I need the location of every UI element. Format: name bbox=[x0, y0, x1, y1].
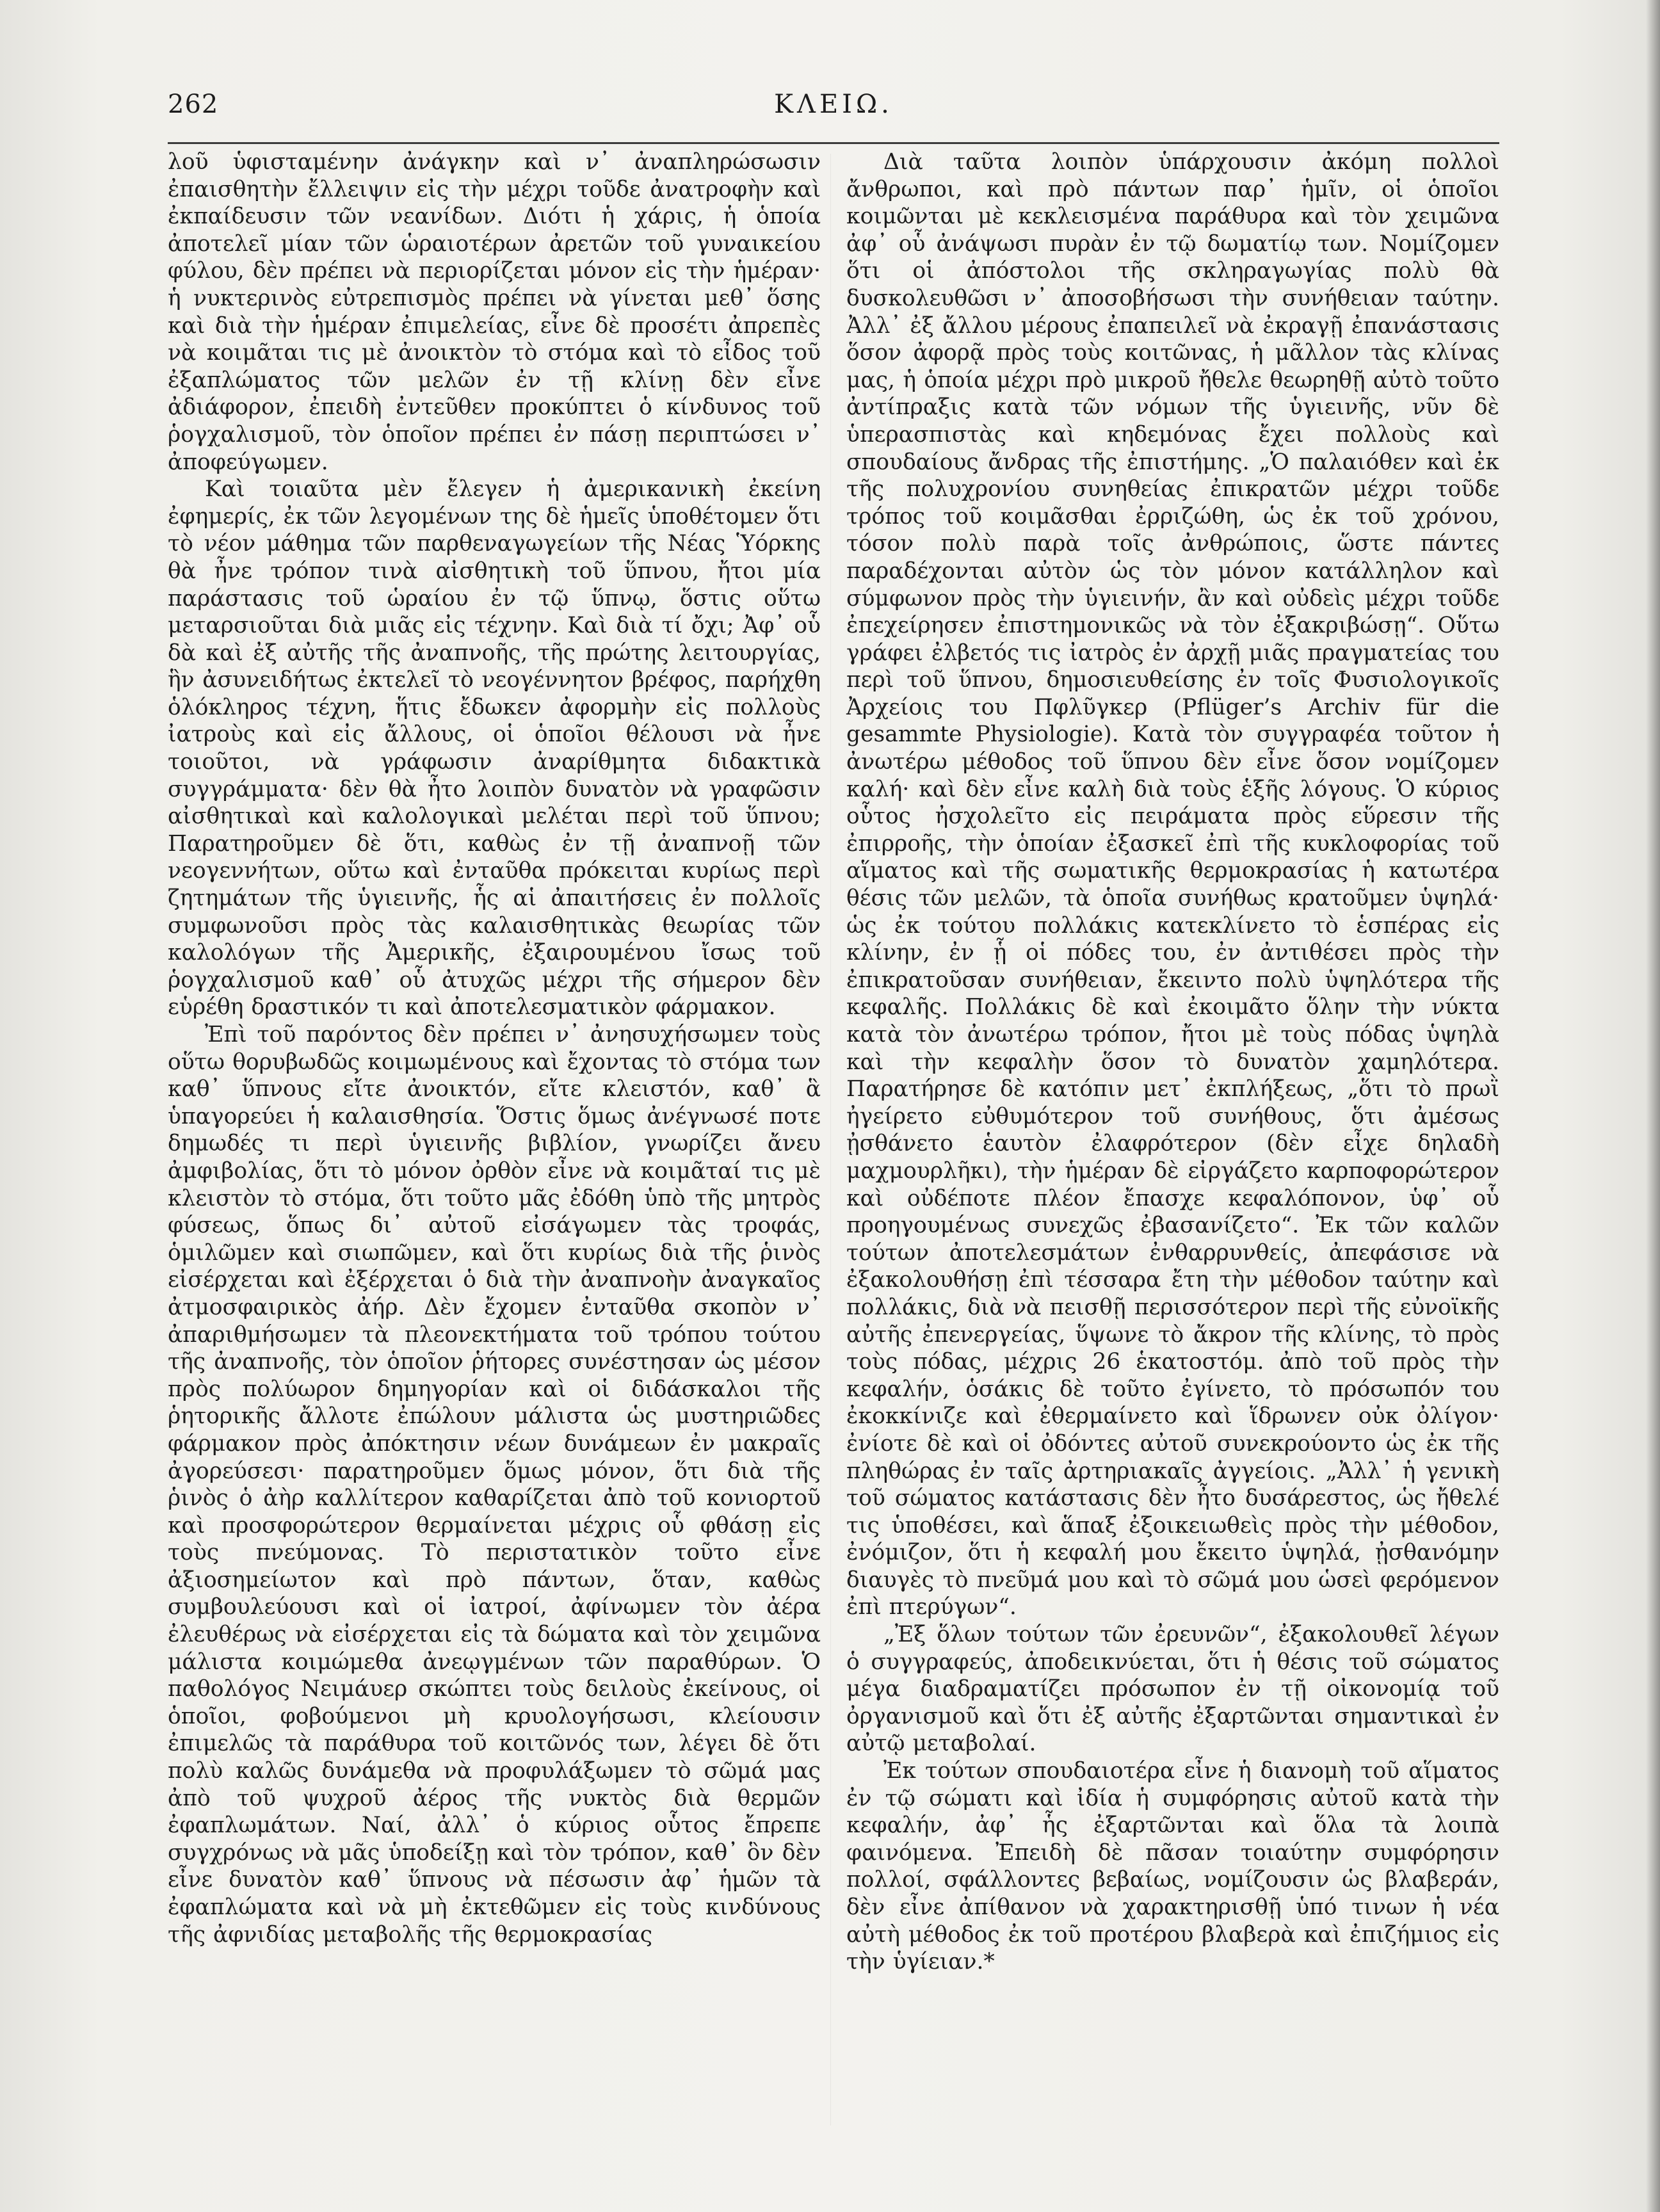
left-paragraph-2: Καὶ τοιαῦτα μὲν ἔλεγεν ἡ ἀμερικανικὴ ἐκείνη ἐφημερίς, ἐκ τῶν λεγομένων της δὲ ἡμεῖς ὑποθέτομεν ὅτι τὸ νέον μάθημα τῶν παρθεναγωγείων τῆς Νέας Ὑόρκης θὰ ἦνε τρόπον τινὰ αἰσθητικὴ τοῦ ὕπνου, ἤτοι μία παράστασις τοῦ ὡραίου ἐν τῷ ὕπνῳ, ὅστις οὕτω μεταρσιοῦται διὰ μιᾶς εἰς τέχνην. Καὶ διὰ τί ὄχι; Ἀφ᾽ οὗ δὰ καὶ ἐξ αὐτῆς τῆς ἀναπνοῆς, τῆς πρώτης λειτουργίας, ἣν ἀσυνειδήτως ἐκτελεῖ τὸ νεογέννητον βρέφος, παρήχθη ὁλόκληρος τέχνη, ἥτις ἔδωκεν ἀφορμὴν εἰς πολλοὺς ἰατροὺς καὶ εἰς ἄλλους, οἱ ὁποῖοι θέλουσι νὰ ἦνε τοιοῦτοι, νὰ γράφωσιν ἀναρίθμητα διδακτικὰ συγγράμματα· δὲν θὰ ἦτο λοιπὸν δυνατὸν νὰ γραφῶσιν αἰσθητικαὶ καὶ καλολογικαὶ μελέται περὶ τοῦ ὕπνου; Παρατηροῦμεν δὲ ὅτι, καθὼς ἐν τῇ ἀναπνοῇ τῶν νεογεννήτων, οὕτω καὶ ἐνταῦθα πρόκειται κυρίως περὶ ζητημάτων τῆς ὑγιεινῆς, ἧς αἱ ἀπαιτήσεις ἐν πολλοῖς συμφωνοῦσι πρὸς τὰς καλαισθητικὰς θεωρίας τῶν καλολόγων τῆς Ἀμερικῆς, ἐξαιρουμένου ἴσως τοῦ ῥογχαλισμοῦ καθ᾽ οὗ ἀτυχῶς μέχρι τῆς σήμερον δὲν εὑρέθη δραστικόν τι καὶ ἀποτελεσματικὸν φάρμακον. bbox=[168, 476, 821, 1021]
right-paragraph-2: „Ἐξ ὅλων τούτων τῶν ἐρευνῶν“, ἐξακολουθεῖ λέγων ὁ συγγραφεύς, ἀποδεικνύεται, ὅτι ἡ θέσις τοῦ σώματος μέγα διαδραματίζει πρόσωπον ἐν τῇ οἰκονομίᾳ τοῦ ὀργανισμοῦ καὶ ὅτι ἐξ αὐτῆς ἐξαρτῶνται σημαντικαὶ ἐν αὐτῷ μεταβολαί. bbox=[846, 1622, 1499, 1757]
left-column bbox=[168, 149, 821, 1948]
right-paragraph-3: Ἐκ τούτων σπουδαιοτέρα εἶνε ἡ διανομὴ τοῦ αἵματος ἐν τῷ σώματι καὶ ἰδία ἡ συμφόρησις αὐτοῦ κατὰ τὴν κεφαλήν, ἀφ᾽ ἧς ἐξαρτῶνται καὶ ὅλα τὰ λοιπὰ φαινόμενα. Ἐπειδὴ δὲ πᾶσαν τοιαύτην συμφόρησιν πολλοί, σφάλλοντες βεβαίως, νομίζουσιν ὡς βλαβεράν, δὲν εἶνε ἀπίθανον νὰ χαρακτηρισθῇ ὑπό τινων ἡ νέα αὐτὴ μέθοδος ἐκ τοῦ προτέρου βλαβερὰ καὶ ἐπιζήμιος εἰς τὴν ὑγίειαν.* bbox=[846, 1758, 1499, 1975]
page-edge-shadow bbox=[1646, 0, 1660, 2212]
left-paragraph-1: λοῦ ὑφισταμένην ἀνάγκην καὶ ν᾽ ἀναπληρώσωσιν ἐπαισθητὴν ἔλλειψιν εἰς τὴν μέχρι τοῦδε ἀνατροφὴν καὶ ἐκπαίδευσιν τῶν νεανίδων. Διότι ἡ χάρις, ἡ ὁποία ἀποτελεῖ μίαν τῶν ὡραιοτέρων ἀρετῶν τοῦ γυναικείου φύλου, δὲν πρέπει νὰ περιορίζεται μόνον εἰς τὴν ἡμέραν· ἡ νυκτερινὸς εὐτρεπισμὸς πρέπει νὰ γίνεται μεθ᾽ ὅσης καὶ διὰ τὴν ἡμέραν ἐπιμελείας, εἶνε δὲ προσέτι ἀπρεπὲς νὰ κοιμᾶται τις μὲ ἀνοικτὸν τὸ στόμα καὶ τὸ εἶδος τοῦ ἐξαπλώματος τῶν μελῶν ἐν τῇ κλίνῃ δὲν εἶνε ἀδιάφορον, ἐπειδὴ ἐντεῦθεν προκύπτει ὁ κίνδυνος τοῦ ῥογχαλισμοῦ, τὸν ὁποῖον πρέπει ἐν πάσῃ περιπτώσει ν᾽ ἀποφεύγωμεν. bbox=[168, 149, 821, 475]
running-title: ΚΛΕΙΩ. bbox=[774, 90, 893, 119]
left-paragraph-3: Ἐπὶ τοῦ παρόντος δὲν πρέπει ν᾽ ἀνησυχήσωμεν τοὺς οὕτω θορυβωδῶς κοιμωμένους καὶ ἔχοντας τὸ στόμα των καθ᾽ ὕπνους εἴτε ἀνοικτόν, εἴτε κλειστόν, καθ᾽ ἃ ὑπαγορεύει ἡ καλαισθησία. Ὅστις ὅμως ἀνέγνωσέ ποτε δημωδές τι περὶ ὑγιεινῆς βιβλίον, γνωρίζει ἄνευ ἀμφιβολίας, ὅτι τὸ μόνον ὀρθὸν εἶνε νὰ κοιμᾶταί τις μὲ κλειστὸν τὸ στόμα, ὅτι τοῦτο μᾶς ἐδόθη ὑπὸ τῆς μητρὸς φύσεως, ὅπως δι᾽ αὐτοῦ εἰσάγωμεν τὰς τροφάς, ὁμιλῶμεν καὶ σιωπῶμεν, καὶ ὅτι κυρίως διὰ τῆς ῥινὸς εἰσέρχεται καὶ ἐξέρχεται ὁ διὰ τὴν ἀναπνοὴν ἀναγκαῖος ἀτμοσφαιρικὸς ἀήρ. Δὲν ἔχομεν ἐνταῦθα σκοπὸν ν᾽ ἀπαριθμήσωμεν τὰ πλεονεκτήματα τοῦ τρόπου τούτου τῆς ἀναπνοῆς, τὸν ὁποῖον ῥήτορες συνέστησαν ὡς μέσον πρὸς πολύωρον δημηγορίαν καὶ οἱ διδάσκαλοι τῆς ῥητορικῆς ἄλλοτε ἐπώλουν μάλιστα ὡς μυστηριῶδες φάρμακον πρὸς ἀπόκτησιν νέων δυνάμεων ἐν μακραῖς ἀγορεύσεσι· παρατηροῦμεν ὅμως μόνον, ὅτι διὰ τῆς ῥινὸς ὁ ἀὴρ καλλίτερον καθαρίζεται ἀπὸ τοῦ κονιορτοῦ καὶ προσφορώτερον θερμαίνεται μέχρις οὗ φθάσῃ εἰς τοὺς πνεύμονας. Τὸ περιστατικὸν τοῦτο εἶνε ἀξιοσημείωτον καὶ πρὸ πάντων, ὅταν, καθὼς συμβουλεύουσι καὶ οἱ ἰατροί, ἀφίνωμεν τὸν ἀέρα ἐλευθέρως νὰ εἰσέρχεται εἰς τὰ δώματα καὶ τὸν χειμῶνα μάλιστα κοιμώμεθα ἀνεῳγμένων τῶν παραθύρων. Ὁ παθολόγος Νειμάυερ σκώπτει τοὺς δειλοὺς ἐκείνους, οἱ ὁποῖοι, φοβούμενοι μὴ κρυολογήσωσι, κλείουσιν ἐπιμελῶς τὰ παράθυρα τοῦ κοιτῶνός των, λέγει δὲ ὅτι πολὺ καλῶς δυνάμεθα νὰ προφυλάξωμεν τὸ σῶμά μας ἀπὸ τοῦ ψυχροῦ ἀέρος τῆς νυκτὸς διὰ θερμῶν ἐφαπλωμάτων. Ναί, ἀλλ᾽ ὁ κύριος οὗτος ἔπρεπε συγχρόνως νὰ μᾶς ὑποδείξῃ καὶ τὸν τρόπον, καθ᾽ ὃν δὲν εἶνε δυνατὸν καθ᾽ ὕπνους νὰ πέσωσιν ἀφ᾽ ἡμῶν τὰ ἐφαπλώματα καὶ νὰ μὴ ἐκτεθῶμεν εἰς τοὺς κινδύνους τῆς ἀφνιδίας μεταβολῆς τῆς θερμοκρασίας bbox=[168, 1022, 821, 1948]
page-header bbox=[168, 90, 1499, 141]
right-paragraph-1: Διὰ ταῦτα λοιπὸν ὑπάρχουσιν ἀκόμη πολλοὶ ἄνθρωποι, καὶ πρὸ πάντων παρ᾽ ἡμῖν, οἱ ὁποῖοι κοιμῶνται μὲ κεκλεισμένα παράθυρα καὶ τὸν χειμῶνα ἀφ᾽ οὗ ἀνάψωσι πυρὰν ἐν τῷ δωματίῳ των. Νομίζομεν ὅτι οἱ ἀπόστολοι τῆς σκληραγωγίας πολὺ θὰ δυσκολευθῶσι ν᾽ ἀποσοβήσωσι τὴν συνήθειαν ταύτην. Ἀλλ᾽ ἐξ ἄλλου μέρους ἐπαπειλεῖ νὰ ἐκραγῇ ἐπανάστασις ὅσον ἀφορᾷ πρὸς τοὺς κοιτῶνας, ἡ μᾶλλον τὰς κλίνας μας, ἡ ὁποία μέχρι πρὸ μικροῦ ἤθελε θεωρηθῇ αὐτὸ τοῦτο ἀντίπραξις κατὰ τῶν νόμων τῆς ὑγιεινῆς, νῦν δὲ ὑπερασπιστὰς καὶ κηδεμόνας ἔχει πολλοὺς καὶ σπουδαίους ἄνδρας τῆς ἐπιστήμης. „Ὁ παλαιόθεν καὶ ἐκ τῆς πολυχρονίου συνηθείας ἐπικρατῶν μέχρι τοῦδε τρόπος τοῦ κοιμᾶσθαι ἐρριζώθη, ὡς ἐκ τοῦ χρόνου, τόσον πολὺ παρὰ τοῖς ἀνθρώποις, ὥστε πάντες παραδέχονται αὐτὸν ὡς τὸν μόνον κατάλληλον καὶ σύμφωνον πρὸς τὴν ὑγιεινήν, ἂν καὶ οὐδεὶς μέχρι τοῦδε ἐπεχείρησεν ἐπιστημονικῶς νὰ τὸν ἐξακριβώσῃ“. Οὕτω γράφει ἐλβετός τις ἰατρὸς ἐν ἀρχῇ μιᾶς πραγματείας του περὶ τοῦ ὕπνου, δημοσιευθείσης ἐν τοῖς Φυσιολογικοῖς Ἀρχείοις του Πφλῦγκερ (Pflüger’s Archiv für die gesammte Physiologie). Κατὰ τὸν συγγραφέα τοῦτον ἡ ἀνωτέρω μέθοδος τοῦ ὕπνου δὲν εἶνε ὅσον νομίζομεν καλή· καὶ δὲν εἶνε καλὴ διὰ τοὺς ἑξῆς λόγους. Ὁ κύριος οὗτος ἠσχολεῖτο εἰς πειράματα πρὸς εὕρεσιν τῆς ἐπιρροῆς, τὴν ὁποίαν ἐξασκεῖ ἐπὶ τῆς κυκλοφορίας τοῦ αἵματος καὶ τῆς σωματικῆς θερμοκρασίας ἡ κατωτέρα θέσις τῶν μελῶν, τὰ ὁποῖα συνήθως κρατοῦμεν ὑψηλά· ὡς ἐκ τούτου πολλάκις κατεκλίνετο τὸ ἑσπέρας εἰς κλίνην, ἐν ᾗ οἱ πόδες του, ἐν ἀντιθέσει πρὸς τὴν ἐπικρατοῦσαν συνήθειαν, ἔκειντο πολὺ ὑψηλότερα τῆς κεφαλῆς. Πολλάκις δὲ καὶ ἐκοιμᾶτο ὅλην τὴν νύκτα κατὰ τὸν ἀνωτέρω τρόπον, ἤτοι μὲ τοὺς πόδας ὑψηλὰ καὶ τὴν κεφαλὴν ὅσον τὸ δυνατὸν χαμηλότερα. Παρατήρησε δὲ κατόπιν μετ᾽ ἐκπλήξεως, „ὅτι τὸ πρωῒ ἠγείρετο εὐθυμότερον τοῦ συνήθους, ὅτι ἀμέσως ᾐσθάνετο ἑαυτὸν ἐλαφρότερον (δὲν εἶχε δηλαδὴ μαχμουρλῆκι), τὴν ἡμέραν δὲ εἰργάζετο καρποφορώτερον καὶ οὐδέποτε πλέον ἔπασχε κεφαλόπονον, ὑφ᾽ οὗ προηγουμένως συνεχῶς ἐβασανίζετο“. Ἐκ τῶν καλῶν τούτων ἀποτελεσμάτων ἐνθαρρυνθείς, ἀπεφάσισε νὰ ἐξακολουθήσῃ ἐπὶ τέσσαρα ἔτη τὴν μέθοδον ταύτην καὶ πολλάκις, διὰ νὰ πεισθῇ περισσότερον περὶ τῆς εὐνοϊκῆς αὐτῆς ἐπενεργείας, ὕψωνε τὸ ἄκρον τῆς κλίνης, τὸ πρὸς τοὺς πόδας, μέχρις 26 ἑκατοστόμ. ἀπὸ τοῦ πρὸς τὴν κεφαλήν, ὁσάκις δὲ τοῦτο ἐγίνετο, τὸ πρόσωπόν του ἐκοκκίνιζε καὶ ἐθερμαίνετο καὶ ἵδρωνεν οὐκ ὀλίγον· ἐνίοτε δὲ καὶ οἱ ὀδόντες αὐτοῦ συνεκρούοντο ὡς ἐκ τῆς πληθώρας ἐν ταῖς ἀρτηριακαῖς ἀγγείοις. „Ἀλλ᾽ ἡ γενικὴ τοῦ σώματος κατάστασις δὲν ἦτο δυσάρεστος, ὡς ἤθελέ τις ὑποθέσει, καὶ ἅπαξ ἐξοικειωθεὶς πρὸς τὴν μέθοδον, ἐνόμιζον, ὅτι ἡ κεφαλή μου ἔκειτο ὑψηλά, ᾐσθανόμην διαυγὲς τὸ πνεῦμά μου καὶ τὸ σῶμά μου ὡσεὶ φερόμενον ἐπὶ πτερύγων“. bbox=[846, 149, 1499, 1620]
right-column bbox=[846, 149, 1499, 1976]
column-gutter bbox=[830, 154, 831, 2126]
page-number: 262 bbox=[168, 90, 219, 119]
header-rule bbox=[168, 142, 1499, 144]
